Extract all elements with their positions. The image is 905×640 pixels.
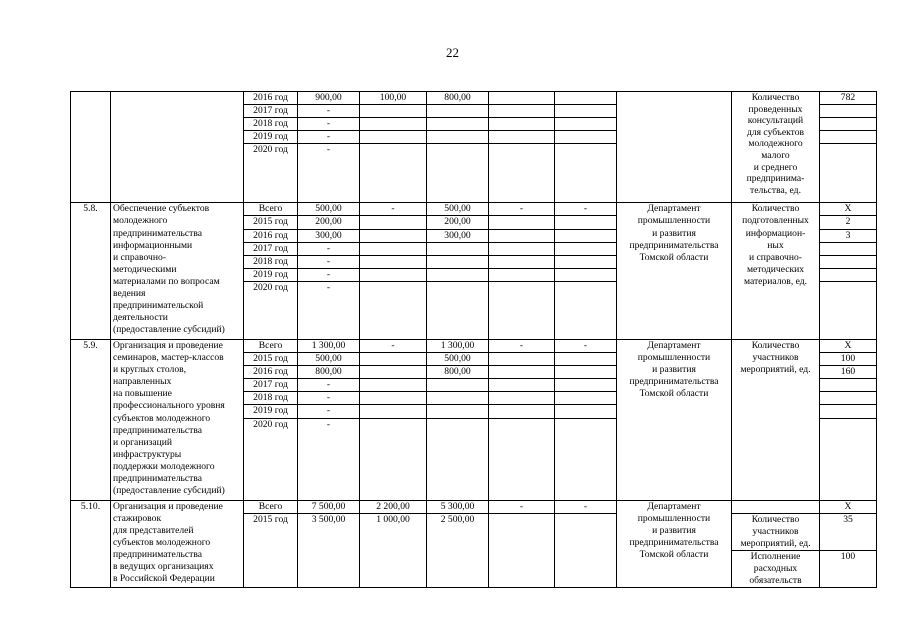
item-name: Обеспечение субъектов молодежного предпринимательства информационными и справочно- методическими материалами по вопросам ведения предпринимательской деятельности (предоставление субсидий) [111,203,244,340]
indicator-cell-blank [732,500,820,513]
year-cell: 2015 год [244,513,298,588]
target-cell: 100 [820,550,877,587]
target-cell: 100 [820,353,877,366]
federal-cell: 100,00 [360,92,427,105]
total-cell: 500,00 [298,353,360,366]
year-cell: 2017 год [244,105,298,118]
dept-cell: Департамент промышленности и развития предпринимательства Томской области [617,203,732,340]
target-cell: Х [820,339,877,352]
year-cell: 2018 год [244,255,298,268]
cell-num [71,92,111,203]
dept-cell [617,92,732,203]
other-cell: - [555,500,617,513]
indicator-cell: Количество участников мероприятий, ед. [732,339,820,500]
year-cell: 2017 год [244,242,298,255]
total-cell: 800,00 [298,366,360,379]
regional-cell: 5 300,00 [427,500,489,513]
regional-cell: 800,00 [427,92,489,105]
year-cell: 2020 год [244,144,298,203]
total-cell: - [298,118,360,131]
total-cell: - [298,379,360,392]
total-cell: 7 500,00 [298,500,360,513]
item-number: 5.10. [71,500,111,588]
year-cell: 2016 год [244,366,298,379]
total-cell: - [298,144,360,203]
total-cell: 500,00 [298,203,360,216]
federal-cell: - [360,203,427,216]
total-cell: 1 300,00 [298,339,360,352]
regional-cell: 1 300,00 [427,339,489,352]
year-cell: Всего [244,500,298,513]
year-cell: 2018 год [244,118,298,131]
cell-name [111,92,244,203]
local-cell [489,92,555,105]
federal-cell: - [360,339,427,352]
year-cell: 2019 год [244,405,298,418]
other-cell: - [555,203,617,216]
item-number: 5.8. [71,203,111,340]
target-cell: 3 [820,229,877,242]
year-cell: 2020 год [244,281,298,339]
year-cell: Всего [244,339,298,352]
regional-cell: 500,00 [427,353,489,366]
indicator-cell: Количество проведенных консультаций для субъектов молодежного малого и среднего предпринима- тельства, ед. [732,92,820,203]
dept-cell: Департамент промышленности и развития предпринимательства Томской области [617,339,732,500]
total-cell: 900,00 [298,92,360,105]
year-cell: 2016 год [244,92,298,105]
total-cell: - [298,268,360,281]
target-cell: Х [820,500,877,513]
dept-cell: Департамент промышленности и развития предпринимательства Томской области [617,500,732,588]
total-cell: - [298,392,360,405]
federal-cell: 2 200,00 [360,500,427,513]
local-cell: - [489,339,555,352]
regional-cell: 300,00 [427,229,489,242]
total-cell: - [298,105,360,118]
target-cell: 160 [820,366,877,379]
year-cell: 2019 год [244,268,298,281]
total-cell: - [298,242,360,255]
year-cell: 2015 год [244,353,298,366]
year-cell: 2015 год [244,216,298,229]
item-number: 5.9. [71,339,111,500]
federal-cell: 1 000,00 [360,513,427,588]
page-number: 22 [446,45,459,60]
regional-cell: 200,00 [427,216,489,229]
year-cell: 2017 год [244,379,298,392]
other-cell [555,92,617,105]
total-cell: - [298,418,360,500]
other-cell: - [555,339,617,352]
indicator-cell: Количество подготовленных информацион- ных и справочно- методических материалов, ед. [732,203,820,340]
item-name: Организация и проведение стажировок для представителей субъектов молодежного предпринимательства в ведущих организациях в Российской Федерации [111,500,244,588]
target-cell: Х [820,203,877,216]
year-cell: 2020 год [244,418,298,500]
regional-cell: 2 500,00 [427,513,489,588]
total-cell: - [298,131,360,144]
total-cell: 3 500,00 [298,513,360,588]
target-cell: 782 [820,92,877,105]
indicator-cell: Исполнение расходных обязательств [732,550,820,587]
year-cell: 2018 год [244,392,298,405]
year-cell: 2016 год [244,229,298,242]
total-cell: - [298,281,360,339]
local-cell: - [489,203,555,216]
target-cell: 35 [820,513,877,550]
item-name: Организация и проведение семинаров, мастер-классов и круглых столов, направленных на повышение профессионального уровня субъектов молодежного предпринимательства и организаций инфраструктуры поддержки молодежного предпринимательства (предоставление субсидий) [111,339,244,500]
year-cell: Всего [244,203,298,216]
program-table [70,91,877,588]
total-cell: 200,00 [298,216,360,229]
regional-cell: 500,00 [427,203,489,216]
target-cell: 2 [820,216,877,229]
indicator-cell: Количество участников мероприятий, ед. [732,513,820,550]
total-cell: - [298,255,360,268]
regional-cell: 800,00 [427,366,489,379]
local-cell: - [489,500,555,513]
year-cell: 2019 год [244,131,298,144]
total-cell: 300,00 [298,229,360,242]
total-cell: - [298,405,360,418]
